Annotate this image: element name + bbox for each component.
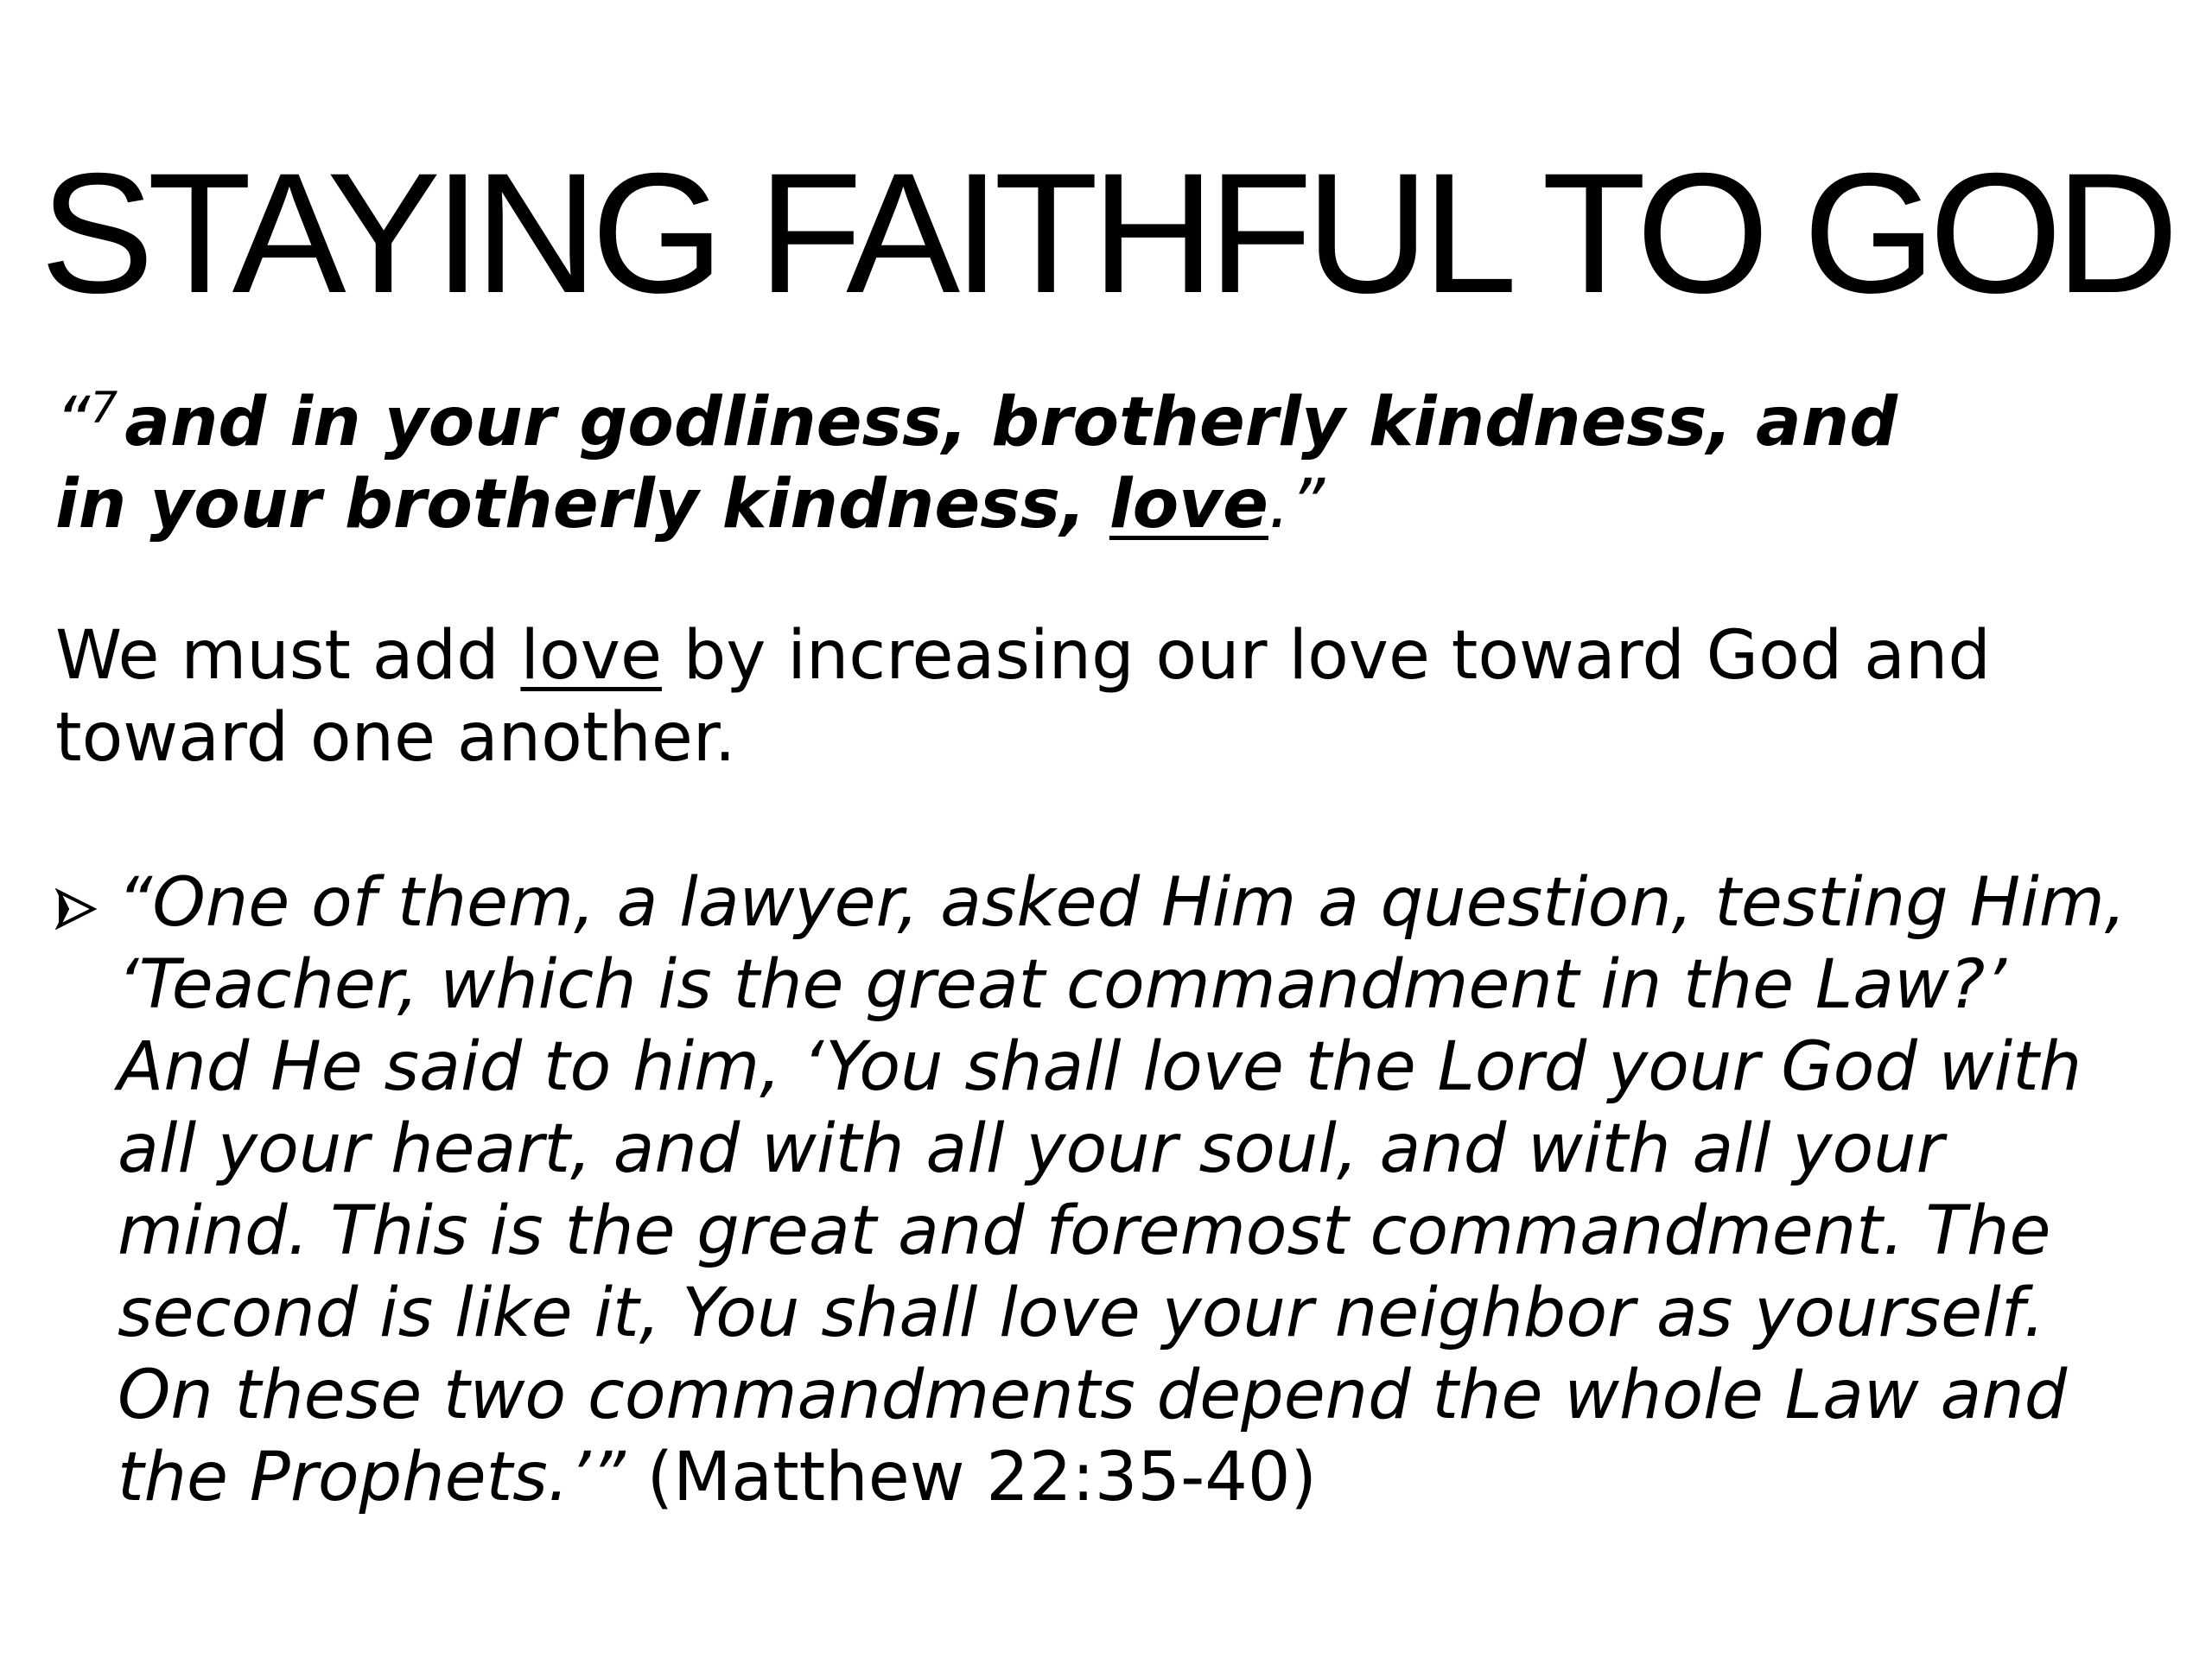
scripture-reference: (Matthew 22:35-40) [625, 1439, 1317, 1516]
verse-close-quote: .” [1268, 466, 1325, 543]
arrowhead-bullet-icon [55, 888, 97, 930]
quote-line-5: mind. This is the great and foremost commandment. The [118, 1192, 2051, 1270]
verse-underlined-word: love [1109, 466, 1268, 543]
point-line-1-end: by increasing our love toward God and [661, 617, 1991, 695]
verse-open-quote: “ [55, 384, 91, 461]
quote-line-6: second is like it, You shall love your neighbor as yourself. [118, 1274, 2045, 1352]
point-line-1-start: We must add [55, 617, 521, 695]
quote-line-3: And He said to him, ‘You shall love the Lord your God with [118, 1028, 2082, 1106]
quote-last-line-text: the Prophets.’” [118, 1439, 626, 1516]
verse-line-2 [55, 464, 2129, 546]
scripture-verse [55, 367, 2129, 546]
main-point [55, 615, 2129, 779]
slide-title: STAYING FAITHFUL TO GOD [40, 137, 2172, 328]
quote-line-7: On these two commandments depend the whole Law and [118, 1357, 2068, 1434]
quote-line-4: all your heart, and with all your soul, and with all your [118, 1110, 1944, 1188]
point-underlined-word: love [520, 617, 662, 695]
point-line-2: toward one another. [55, 699, 736, 777]
quote-line-8 [118, 1437, 2191, 1519]
verse-line-2-text: in your brotherly kindness, [55, 466, 1109, 543]
quote-line-1: “One of them, a lawyer, asked Him a question, testing Him, [118, 864, 2126, 942]
verse-line-1 [55, 367, 2129, 464]
point-line-1 [55, 615, 2129, 697]
quote-line-2: ‘Teacher, which is the great commandment in the Law?’ [118, 946, 2007, 1024]
scripture-quote [118, 862, 2191, 1519]
verse-number: 7 [90, 383, 118, 433]
verse-line-1-text: and in your godliness, brotherly kindness, and [124, 384, 1898, 461]
